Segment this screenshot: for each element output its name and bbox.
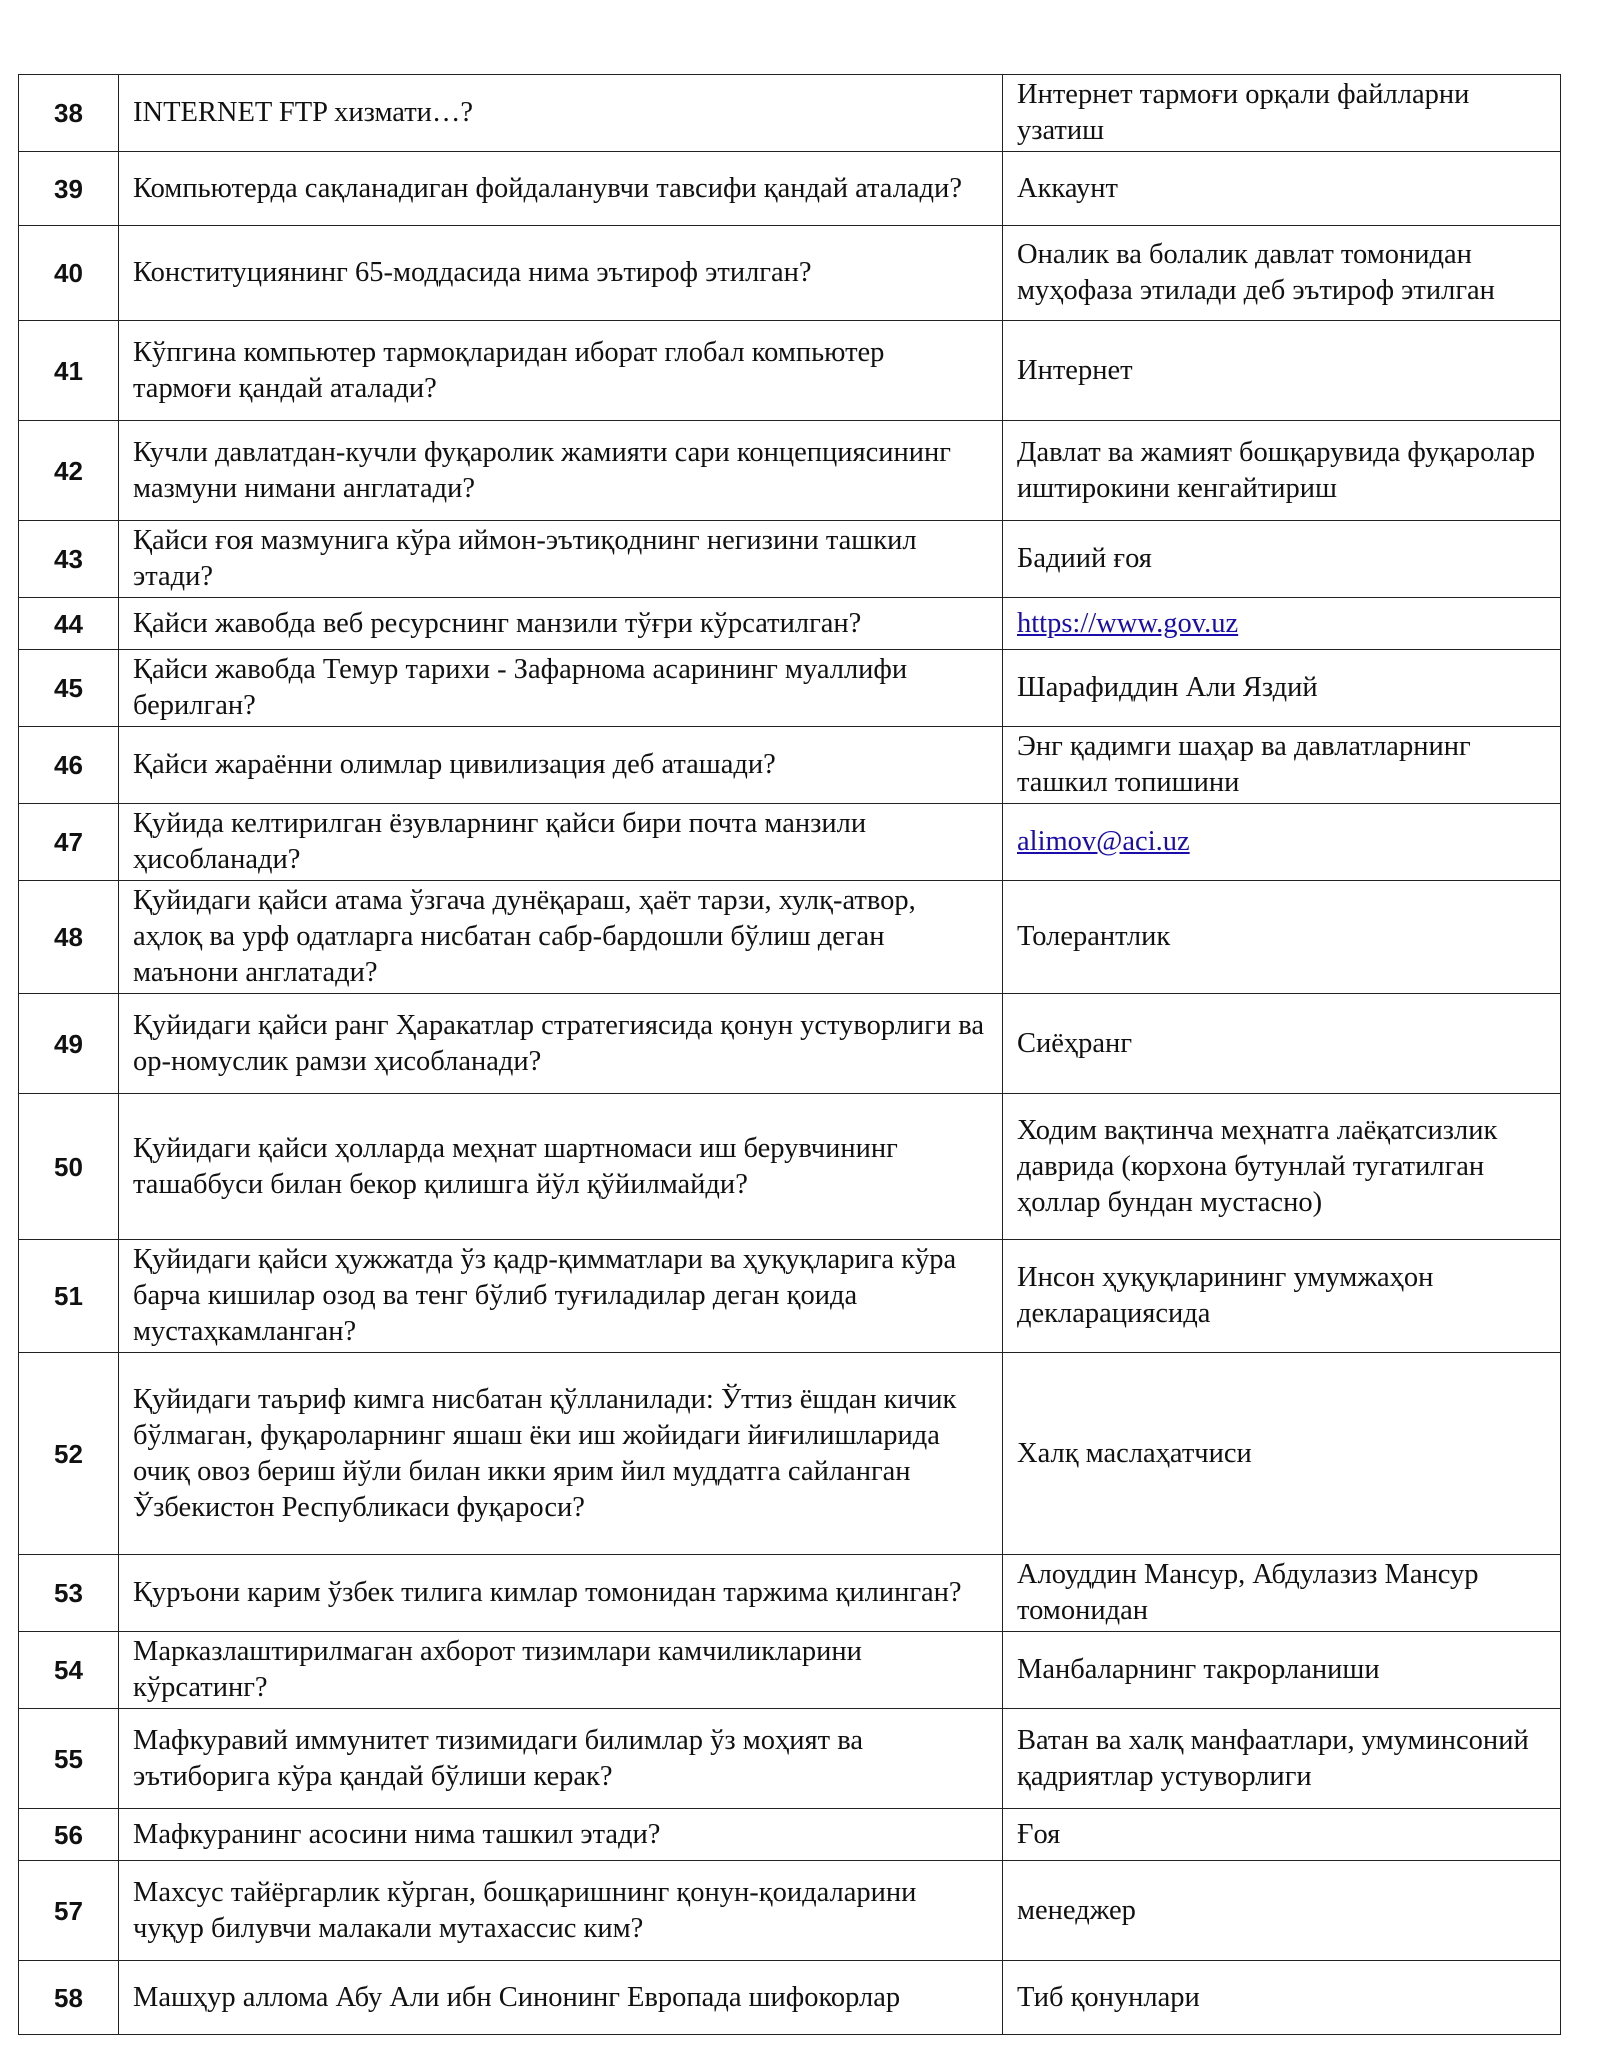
table-row	[19, 1961, 1561, 2035]
table-row	[19, 1709, 1561, 1809]
row-number: 50	[19, 1094, 119, 1240]
row-number: 46	[19, 727, 119, 804]
question-cell: Мафкуранинг асосини нима ташкил этади?	[119, 1809, 1003, 1861]
row-number: 58	[19, 1961, 119, 2035]
question-cell: Қайси ғоя мазмунига кўра иймон-эътиқоднинг негизини ташкил этади?	[119, 521, 1003, 598]
row-number: 45	[19, 650, 119, 727]
table-row	[19, 1353, 1561, 1555]
gov-uz-link[interactable]: https://www.gov.uz	[1017, 607, 1239, 639]
answer-cell: Халқ маслаҳатчиси	[1003, 1353, 1561, 1555]
row-number: 44	[19, 598, 119, 650]
question-cell: Қуйидаги қайси ҳужжатда ўз қадр-қимматлари ва ҳуқуқларига кўра барча кишилар озод ва тенг бўлиб туғиладилар деган қоида мустаҳкамланган?	[119, 1240, 1003, 1353]
question-cell: Конституциянинг 65-моддасида нима эътироф этилган?	[119, 226, 1003, 321]
question-cell: Қуйидаги қайси атама ўзгача дунёқараш, ҳаёт тарзи, хулқ-атвор, аҳлоқ ва урф одатларга нисбатан сабр-бардошли бўлиш деган маънони англатади?	[119, 881, 1003, 994]
answer-cell: Ватан ва халқ манфаатлари, умуминсоний қадриятлар устуворлиги	[1003, 1709, 1561, 1809]
question-cell: Қайси жараённи олимлар цивилизация деб аташади?	[119, 727, 1003, 804]
question-cell: Қуйидаги қайси ранг Ҳаракатлар стратегиясида қонун устуворлиги ва ор-номуслик рамзи ҳисобланади?	[119, 994, 1003, 1094]
row-number: 41	[19, 321, 119, 421]
answer-cell: Давлат ва жамият бошқарувида фуқаролар иштирокини кенгайтириш	[1003, 421, 1561, 521]
question-cell: Кўпгина компьютер тармоқларидан иборат глобал компьютер тармоғи қандай аталади?	[119, 321, 1003, 421]
table-row	[19, 994, 1561, 1094]
table-row	[19, 1555, 1561, 1632]
answer-cell: Алоуддин Мансур, Абдулазиз Мансур томонидан	[1003, 1555, 1561, 1632]
row-number: 40	[19, 226, 119, 321]
table-row	[19, 75, 1561, 152]
question-cell: Қуръони карим ўзбек тилига кимлар томонидан таржима қилинган?	[119, 1555, 1003, 1632]
table-row	[19, 650, 1561, 727]
table-row	[19, 1240, 1561, 1353]
answer-cell: Интернет	[1003, 321, 1561, 421]
table-row	[19, 421, 1561, 521]
answer-cell: Интернет тармоғи орқали файлларни узатиш	[1003, 75, 1561, 152]
row-number: 42	[19, 421, 119, 521]
table-row	[19, 321, 1561, 421]
row-number: 55	[19, 1709, 119, 1809]
row-number: 39	[19, 152, 119, 226]
row-number: 47	[19, 804, 119, 881]
answer-cell: Ғоя	[1003, 1809, 1561, 1861]
row-number: 53	[19, 1555, 119, 1632]
question-cell: Марказлаштирилмаган ахборот тизимлари камчиликларини кўрсатинг?	[119, 1632, 1003, 1709]
table-row	[19, 1809, 1561, 1861]
answer-cell: Аккаунт	[1003, 152, 1561, 226]
table-row	[19, 226, 1561, 321]
answer-cell: Энг қадимги шаҳар ва давлатларнинг ташкил топишини	[1003, 727, 1561, 804]
table-row	[19, 598, 1561, 650]
table-row	[19, 1861, 1561, 1961]
email-link[interactable]: alimov@aci.uz	[1017, 826, 1190, 857]
question-cell: Қуйида келтирилган ёзувларнинг қайси бири почта манзили ҳисобланади?	[119, 804, 1003, 881]
question-cell: Кучли давлатдан-кучли фуқаролик жамияти сари концепциясининг мазмуни нимани англатади?	[119, 421, 1003, 521]
row-number: 52	[19, 1353, 119, 1555]
answer-cell: менеджер	[1003, 1861, 1561, 1961]
row-number: 38	[19, 75, 119, 152]
table-row	[19, 1094, 1561, 1240]
answer-cell: Бадиий ғоя	[1003, 521, 1561, 598]
row-number: 57	[19, 1861, 119, 1961]
question-cell: Махсус тайёргарлик кўрган, бошқаришнинг қонун-қоидаларини чуқур билувчи малакали мутахассис ким?	[119, 1861, 1003, 1961]
answer-cell: Ходим вақтинча меҳнатга лаёқатсизлик даврида (корхона бутунлай тугатилган ҳоллар бундан мустасно)	[1003, 1094, 1561, 1240]
table-row	[19, 1632, 1561, 1709]
question-cell: Мафкуравий иммунитет тизимидаги билимлар ўз моҳият ва эътиборига кўра қандай бўлиши керак?	[119, 1709, 1003, 1809]
answer-cell: Инсон ҳуқуқларининг умумжаҳон декларациясида	[1003, 1240, 1561, 1353]
question-cell: INTERNET FTP хизмати…?	[119, 75, 1003, 152]
row-number: 48	[19, 881, 119, 994]
answer-cell	[1003, 804, 1561, 881]
row-number: 49	[19, 994, 119, 1094]
question-cell: Машҳур аллома Абу Али ибн Синонинг Европада шифокорлар	[119, 1961, 1003, 2035]
question-cell: Компьютерда сақланадиган фойдаланувчи тавсифи қандай аталади?	[119, 152, 1003, 226]
answer-cell: Шарафиддин Али Яздий	[1003, 650, 1561, 727]
answer-cell: Оналик ва болалик давлат томонидан муҳофаза этилади деб эътироф этилган	[1003, 226, 1561, 321]
answer-cell: Манбаларнинг такрорланиши	[1003, 1632, 1561, 1709]
table-row	[19, 881, 1561, 994]
table-row	[19, 152, 1561, 226]
table-row	[19, 727, 1561, 804]
answer-cell: Тиб қонунлари	[1003, 1961, 1561, 2035]
row-number: 56	[19, 1809, 119, 1861]
question-cell: Қуйидаги қайси ҳолларда меҳнат шартномаси иш берувчининг ташаббуси билан бекор қилишга йўл қўйилмайди?	[119, 1094, 1003, 1240]
answer-cell	[1003, 598, 1561, 650]
row-number: 51	[19, 1240, 119, 1353]
row-number: 43	[19, 521, 119, 598]
table-row	[19, 804, 1561, 881]
table-row	[19, 521, 1561, 598]
answer-cell: Сиёҳранг	[1003, 994, 1561, 1094]
qa-table	[18, 74, 1561, 2035]
answer-cell: Толерантлик	[1003, 881, 1561, 994]
question-cell: Қуйидаги таъриф кимга нисбатан қўлланилади: Ўттиз ёшдан кичик бўлмаган, фуқароларнинг яшаш ёки иш жойидаги йиғилишларида очиқ овоз бериш йўли билан икки ярим йил муддатга сайланган Ўзбекистон Республикаси фуқароси?	[119, 1353, 1003, 1555]
question-cell: Қайси жавобда веб ресурснинг манзили тўғри кўрсатилган?	[119, 598, 1003, 650]
row-number: 54	[19, 1632, 119, 1709]
question-cell: Қайси жавобда Темур тарихи - Зафарнома асарининг муаллифи берилган?	[119, 650, 1003, 727]
